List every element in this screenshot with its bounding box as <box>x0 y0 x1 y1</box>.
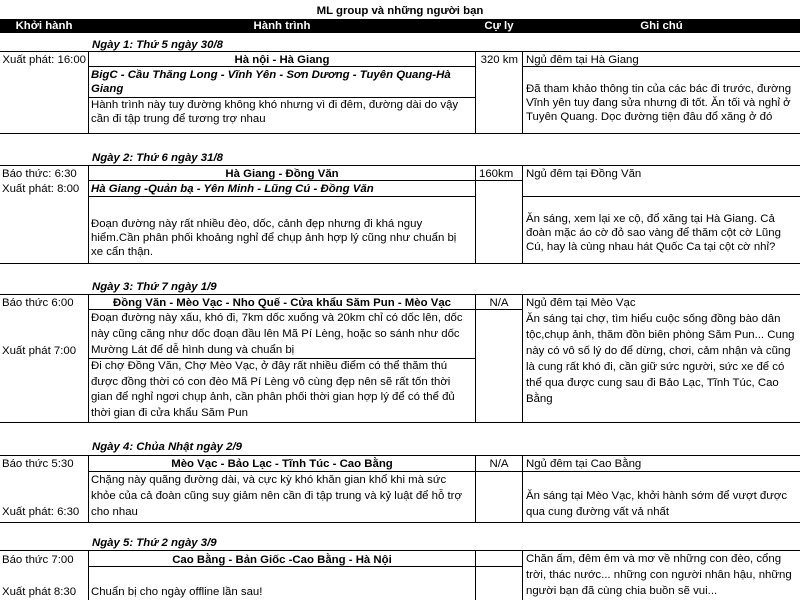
route-title: Hà Giang - Đồng Văn <box>225 168 339 180</box>
header-col-distance: Cự ly <box>484 20 514 32</box>
note-body: Ăn sáng, xem lại xe cộ, đổ xăng tại Hà Giang. Cả đoàn mặc áo cờ đỏ sao vàng để thăm cột cờ Lũng Cú, hay là cùng nhau hát Quốc Ca tại cột cờ nhỉ? <box>526 213 781 253</box>
day-label: Ngày 5: Thứ 2 ngày 3/9 <box>92 537 217 549</box>
day-label: Ngày 4: Chủa Nhật ngày 2/9 <box>92 441 243 453</box>
distance: 160km <box>479 168 514 180</box>
day-label: Ngày 3: Thứ 7 ngày 1/9 <box>92 281 217 293</box>
note-body: Chăn ấm, đêm êm và mơ về những con đèo, cổng trời, thác nước... những con người nhân hậu, những người bạn đã cùng chia buồn sẽ vui... <box>526 553 792 597</box>
wake-time: Báo thức 7:00 <box>2 554 74 566</box>
route-description: Chuẩn bị cho ngày offline lần sau! <box>91 586 263 598</box>
note-body: Ăn sáng tại Mèo Vạc, khởi hành sớm để vượt được qua cung đường vất vả nhất <box>526 490 788 518</box>
wake-time: Báo thức 6:00 <box>2 297 74 309</box>
route-description: Chặng này quãng đường dài, và cực kỳ khó khăn gian khổ khi mà sức khỏe của cả đoàn cũng suy giảm nên cần đi tập trung và kỷ luật để hỗ trợ cho nhau <box>91 474 462 518</box>
header-col-notes: Ghi chú <box>640 20 683 32</box>
route-title: Hà nội - Hà Giang <box>234 54 330 66</box>
route-detail: BigC - Cầu Thăng Long - Vĩnh Yên - Sơn Dương - Tuyên Quang-Hà Giang <box>91 69 451 95</box>
depart-time: Xuất phát: 8:00 <box>2 183 80 195</box>
depart-time: Xuất phát: 16:00 <box>2 54 86 66</box>
note-body: Ăn sáng tại chợ, tìm hiểu cuộc sống đồng bào dân tộc,chụp ảnh, thăm đồn biên phòng Săm Pun... Cung này có vô số lý do để dừng, chơi, cảm nhận và cũng là cung rất khó đi, cần giữ sức người, sức xe để có thể qua được cung sau đi Bảo Lạc, Tĩnh Túc, Cao Bằng <box>526 313 795 405</box>
route-detail: Hà Giang -Quản bạ - Yên Minh - Lũng Cú - Đồng Văn <box>91 183 374 195</box>
route-title: Mèo Vạc - Bảo Lạc - Tĩnh Túc - Cao Bằng <box>171 458 393 470</box>
header-col-depart: Khởi hành <box>15 20 73 32</box>
header-col-route: Hành trình <box>253 20 311 32</box>
note-overnight: Ngủ đêm tại Đồng Văn <box>526 168 642 180</box>
depart-time: Xuất phát: 6:30 <box>2 506 80 518</box>
note-body: Đã tham khảo thông tin của các bác đi trước, đường Vĩnh yên tuy đang sửa nhưng đi tốt. Ăn tối và nghỉ ở Tuyên Quang. Dọc đường tiện đâu đổ xăng ở đó <box>526 83 792 123</box>
wake-time: Báo thức: 6:30 <box>2 168 77 180</box>
sheet-title: ML group và những người bạn <box>316 5 484 17</box>
route-description: Hành trình này tuy đường không khó nhưng vì đi đêm, đường dài do vậy cần đi tập trung để tương trợ nhau <box>91 99 459 125</box>
route-title: Cao Bằng - Bản Giốc -Cao Bằng - Hà Nội <box>172 554 392 566</box>
distance: 320 km <box>480 54 518 66</box>
day-label: Ngày 2: Thứ 6 ngày 31/8 <box>92 152 223 164</box>
note-overnight: Ngủ đêm tại Cao Bằng <box>526 458 642 470</box>
note-overnight: Ngủ đêm tại Mèo Vạc <box>526 297 636 309</box>
route-title: Đồng Văn - Mèo Vạc - Nho Quế - Cửa khẩu Săm Pun - Mèo Vạc <box>113 297 451 309</box>
route-description: Đoạn đường này xấu, khó đi, 7km dốc xuống và 20km chỉ có dốc lên, dốc này cũng căng như dốc đoạn đầu lên Mã Pí Lèng, hoặc so sánh như dốc Mường Lát để dễ hình dung và chuẩn bị <box>91 312 463 356</box>
wake-time: Báo thức 5:30 <box>2 458 74 470</box>
distance: N/A <box>489 458 509 470</box>
distance: N/A <box>489 297 509 309</box>
note-overnight: Ngủ đêm tại Hà Giang <box>526 54 639 66</box>
route-description: Đoạn đường này rất nhiều đèo, dốc, cảnh đẹp nhưng đi khá nguy hiểm.Cần phân phối khoảng nghỉ để chụp ảnh hợp lý cũng như chuẩn bị xe cẩn thận. <box>91 218 457 258</box>
route-description-2: Đi chợ Đồng Văn, Chợ Mèo Vạc, ở đây rất nhiều điểm có thể thăm thú được đồng thời có con đèo Mã Pí Lèng vô cùng đẹp nên sẽ rất tốn thời gian để nghỉ ngơi chụp ảnh, cần phân phối thời gian hợp lý để có thể đủ thời gian đi cửa khẩu Săm Pun <box>91 360 455 419</box>
depart-time: Xuất phát 7:00 <box>2 345 77 357</box>
day-label: Ngày 1: Thứ 5 ngày 30/8 <box>92 39 223 51</box>
depart-time: Xuất phát 8:30 <box>2 586 77 598</box>
